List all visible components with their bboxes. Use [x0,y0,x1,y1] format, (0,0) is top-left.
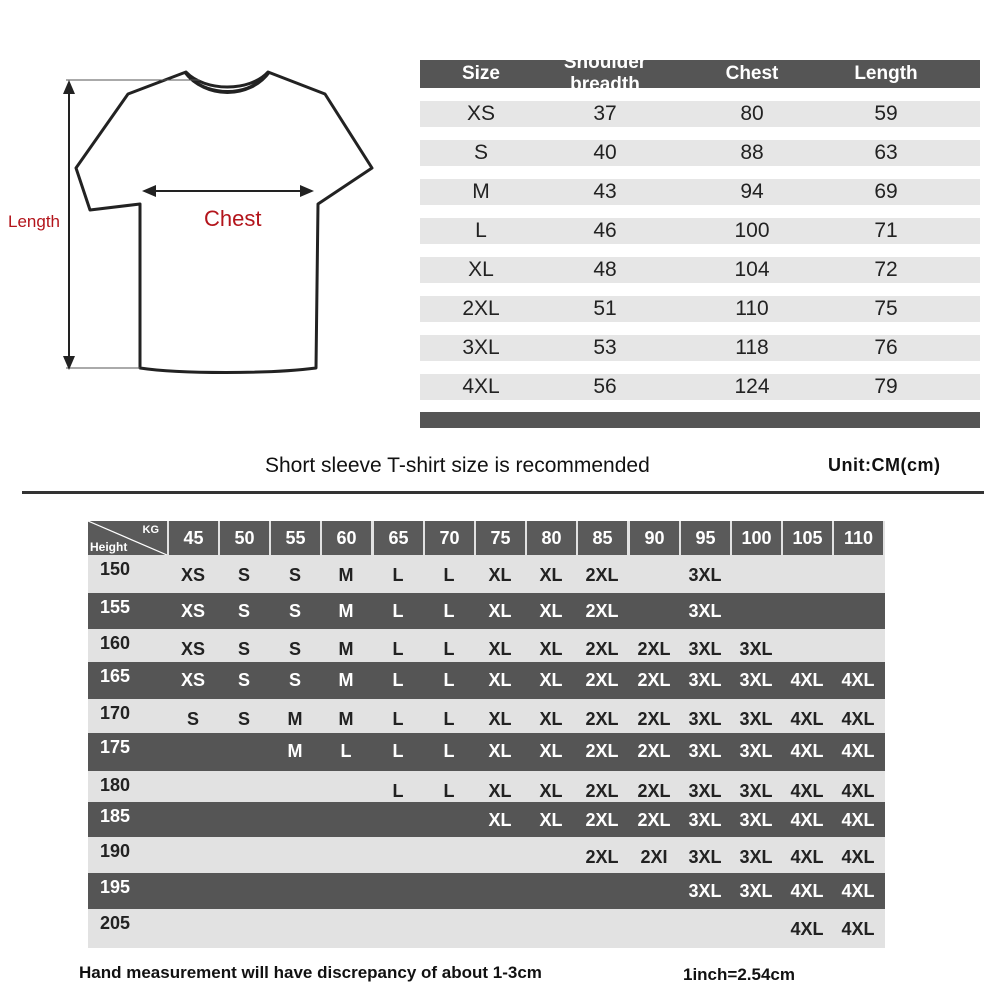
weight-header-9: 90 [630,521,679,555]
size-cell: S [288,565,301,585]
cell-size: L [475,219,487,242]
cell-length: 75 [874,297,898,320]
cell-chest: 100 [734,219,770,242]
size-cell: XL [488,670,512,690]
section-divider [22,491,984,494]
cell-shoulder: 43 [593,180,617,203]
cell-shoulder: 51 [593,297,617,320]
size-cell: 2XL [637,639,671,659]
size-cell: 3XL [739,781,773,801]
size-cell: XS [180,670,205,690]
size-cell: 4XL [841,810,875,830]
table-row [88,629,885,662]
table-row [88,733,885,771]
size-cell: 3XL [688,601,722,621]
size-cell: XL [488,639,512,659]
recommendation-note: Short sleeve T-shirt size is recommended [265,454,650,477]
size-cell: 2XL [637,810,671,830]
table-row [420,296,980,322]
size-cell: 4XL [790,881,824,901]
size-cell: L [443,741,455,761]
size-cell: 3XL [739,810,773,830]
table-row [420,140,980,166]
table-row [88,662,885,699]
chest-label: Chest [204,206,262,231]
weight-header-8: 85 [578,521,627,555]
size-cell: 4XL [841,881,875,901]
size-cell: XS [180,601,205,621]
weight-header-13: 110 [834,521,883,555]
size-cell: 4XL [790,847,824,867]
size-cell: 4XL [841,847,875,867]
size-cell: L [443,781,455,801]
size-cell: L [443,670,455,690]
size-cell: XL [488,781,512,801]
cell-length: 59 [874,102,898,125]
size-cell: L [443,639,455,659]
table-row [420,218,980,244]
weight-header-10: 95 [681,521,730,555]
size-table-header [420,52,980,95]
size-cell: 3XL [688,741,722,761]
table-row [420,374,980,400]
corner-height-label: Height [90,540,128,554]
cell-length: 71 [874,219,898,242]
size-cell: 4XL [790,709,824,729]
weight-header-5: 70 [425,521,474,555]
size-cell: L [392,670,404,690]
size-cell: M [338,670,354,690]
size-cell: S [237,601,250,621]
size-cell: 3XL [688,670,722,690]
weight-header-7: 80 [527,521,576,555]
size-cell: 4XL [790,670,824,690]
size-cell: M [338,565,354,585]
hand-measurement-note: Hand measurement will have discrepancy of about 1-3cm [79,963,542,982]
cell-length: 79 [874,375,898,398]
size-cell: 3XL [739,881,773,901]
cell-chest: 104 [734,258,770,281]
size-cell: M [338,601,354,621]
height-label: 165 [100,666,131,686]
size-measurement-table [420,52,980,428]
unit-note: Unit:CM(cm) [828,455,941,475]
weight-header-0: 45 [169,521,218,555]
weight-header-1: 50 [220,521,269,555]
height-label: 205 [100,913,131,933]
cell-size: 3XL [462,336,500,359]
height-label: 195 [100,877,131,897]
grid-corner-cell [88,521,167,555]
size-cell: 2XL [585,601,619,621]
size-cell: 3XL [688,709,722,729]
corner-kg-label: KG [142,524,159,536]
size-cell: L [392,709,404,729]
size-cell: S [186,709,199,729]
size-cell: XL [488,810,512,830]
size-cell: 3XL [688,639,722,659]
size-cell: XL [539,565,563,585]
height-label: 190 [100,841,131,861]
table-row [420,101,980,127]
height-label: 170 [100,703,131,723]
size-cell: M [338,709,354,729]
size-cell: XL [539,639,563,659]
size-cell: L [340,741,352,761]
size-cell: 2XL [585,670,619,690]
size-cell: L [392,565,404,585]
table-row [88,837,885,873]
weight-header-11: 100 [732,521,781,555]
cell-shoulder: 37 [593,102,617,125]
size-cell: XS [180,639,205,659]
size-cell: L [443,601,455,621]
size-cell: XL [539,670,563,690]
cell-length: 76 [874,336,898,359]
header-size: Size [461,63,501,84]
size-cell: S [237,565,250,585]
size-cell: L [392,781,404,801]
cell-length: 63 [874,141,898,164]
cell-shoulder: 48 [593,258,617,281]
size-cell: XL [539,781,563,801]
size-cell: S [237,709,250,729]
cell-chest: 118 [735,336,769,359]
table-row [420,335,980,361]
size-cell: 3XL [739,741,773,761]
cell-size: 2XL [462,297,500,320]
size-cell: XL [488,709,512,729]
size-cell: XL [539,810,563,830]
size-cell: 2XL [637,741,671,761]
size-cell: 3XL [688,810,722,830]
size-cell: 4XL [841,709,875,729]
table-row [88,909,885,948]
size-cell: L [443,709,455,729]
size-cell: L [443,565,455,585]
weight-header-2: 55 [271,521,320,555]
size-cell: XL [539,741,563,761]
height-label: 155 [100,597,131,617]
table-row [88,699,885,733]
length-label: Length [8,212,60,231]
weight-header-4: 65 [374,521,423,555]
header-length: Length [854,63,918,84]
size-cell: 2XL [585,810,619,830]
size-cell: 2XL [637,670,671,690]
size-cell: 4XL [790,781,824,801]
cell-shoulder: 56 [593,375,617,398]
size-cell: 3XL [739,847,773,867]
size-cell: 4XL [790,919,824,939]
size-cell: 4XL [841,670,875,690]
size-table-footer-bar [420,412,980,428]
size-cell: XL [488,741,512,761]
size-cell: XL [539,709,563,729]
table-row [88,593,885,629]
table-row [88,771,885,802]
size-cell: XL [539,601,563,621]
size-cell: 3XL [688,881,722,901]
cell-size: XL [468,258,494,281]
table-row [88,555,885,593]
size-cell: 4XL [841,919,875,939]
size-cell: S [288,639,301,659]
size-cell: 3XL [739,639,773,659]
size-cell: S [237,670,250,690]
cell-chest: 110 [735,297,769,320]
size-cell: L [392,639,404,659]
cell-chest: 94 [740,180,764,203]
cell-chest: 88 [740,141,764,164]
size-cell: 2XL [585,741,619,761]
size-cell: 4XL [790,741,824,761]
size-cell: 4XL [841,781,875,801]
cell-size: S [473,141,488,164]
size-cell: M [338,639,354,659]
height-label: 180 [100,775,131,795]
cell-shoulder: 46 [593,219,617,242]
inch-conversion-note: 1inch=2.54cm [683,965,795,984]
size-cell: S [237,639,250,659]
cell-size: 4XL [462,375,500,398]
header-chest: Chest [725,63,779,84]
size-cell: S [288,601,301,621]
table-row [420,257,980,283]
height-label: 150 [100,559,131,579]
size-cell: 3XL [739,670,773,690]
weight-header-6: 75 [476,521,525,555]
size-cell: 4XL [790,810,824,830]
cell-shoulder: 40 [593,141,617,164]
size-cell: L [392,601,404,621]
size-cell: 3XL [688,847,722,867]
cell-chest: 80 [740,102,764,125]
size-cell: XL [488,565,512,585]
height-label: 185 [100,806,131,826]
weight-header-12: 105 [783,521,832,555]
table-row [88,873,885,909]
size-cell: 3XL [688,565,722,585]
size-cell: 2XL [637,781,671,801]
size-cell: 2XL [585,639,619,659]
cell-shoulder: 53 [593,336,617,359]
size-cell: M [287,709,303,729]
size-cell: XS [180,565,205,585]
table-row [88,802,885,837]
size-cell: S [288,670,301,690]
size-cell: 2XL [585,709,619,729]
size-cell: XL [488,601,512,621]
cell-length: 72 [874,258,898,281]
size-cell: 2XL [585,781,619,801]
height-weight-size-grid [88,521,885,948]
cell-length: 69 [874,180,898,203]
table-row [420,179,980,205]
size-cell: 3XL [688,781,722,801]
cell-size: XS [466,102,495,125]
size-cell: L [392,741,404,761]
weight-header-3: 60 [322,521,371,555]
size-cell: 2XL [585,565,619,585]
size-cell: M [287,741,303,761]
size-cell: 2XI [640,847,668,867]
size-cell: 4XL [841,741,875,761]
size-cell: 2XL [637,709,671,729]
header-shoulder-breadth: Shoulder breadth [563,52,647,95]
cell-size: M [472,180,490,203]
height-label: 175 [100,737,131,757]
cell-chest: 124 [734,375,770,398]
height-label: 160 [100,633,131,653]
size-cell: 3XL [739,709,773,729]
size-cell: 2XL [585,847,619,867]
